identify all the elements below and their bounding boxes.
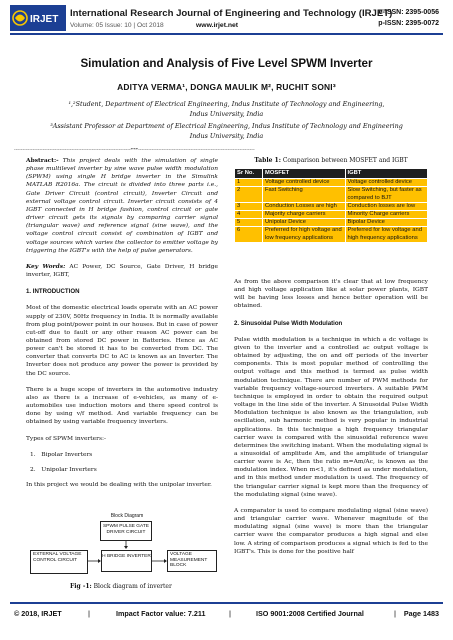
section-2-heading: 2. Sinusoidal Pulse Width Modulation [234,319,343,327]
eissn: e-ISSN: 2395-0056 [378,9,439,16]
table-header-cell: IGBT [345,169,428,179]
intro-paragraph-2: There is a huge scope of inverters in the automotive industry also as there is a increase of e-vehicles, as many of e-automobiles use induction motors and there speed control is done by using v/f method. And variable frequency can be obtained by using variable frequency inverters. [26,386,218,426]
list-item: 2. Unipolar Inverters [30,466,97,473]
table-cell: 6 [235,227,263,242]
table-cell: Preferred for low voltage and high frequency applications [345,227,428,242]
table-header-cell: Sr No. [235,169,263,179]
table-cell: Majority charge carriers [263,211,346,219]
section-2-paragraph-1: Pulse width modulation is a technique in which a dc voltage is given to the inverter and a controlled ac output voltage is obtained by adjusting, the on and off periods of the inverter components. This is most popular method of controlling the output voltage and this method is termed as pulse width modulation technique. There are number of PWM methods for variable frequency voltage-sourced inverters. A suitable PWM technique is employed in order to obtain the required output voltage in the line side of the inverter. A Sinusoidal Pulse Width Modulation technique is also known as the triangulation, sub oscillation, sub harmonic method is very popular in industrial applications. In this technique a high frequency triangular carrier wave is compared with the sinusoidal reference wave determines the switching instant. When the modulating signal is a sinusoidal of amplitude Am, and the amplitude of triangular carrier wave is Ac, then the ratio m=Am/Ac, is known as the modulation index. When m<1, it's defined as under modulation, and in this method under modulation is used. The frequency of the triangular carrier signal is kept more than the frequency of the modulating signal (sine wave). [234,336,428,498]
paper-title: Simulation and Analysis of Five Level SPWM Inverter [80,57,373,70]
table-cell: Minority Charge carriers [345,211,428,219]
gate-driver-block: SPWM PULSE GATE DRIVER CIRCUIT [100,521,152,541]
table-caption-text: Comparison between MOSFET and IGBT [280,157,408,164]
table-cell: Voltage controlled device [263,179,346,187]
list-item: 1. Bipolar Inverters [30,451,93,458]
issn-block [378,8,439,30]
block-diagram [26,513,218,593]
figure-caption-label: Fig -1: [70,583,92,590]
keywords [26,263,218,279]
table-header-cell: MOSFET [263,169,346,179]
figure-caption [70,583,172,590]
table-cell: Preferred for high voltage and low frequency applications [263,227,346,242]
logo-text: IRJET [30,14,59,25]
abstract-text: This project deals with the simulation of single phase multilevel inverter by sine wave pulse width modulation (SPWM) using single H bridge inverter in the Simulink MATLAB R2016a. The circuit is divided into three parts i.e., Gate Driver Circuit (control circuit), Inverter Circuit and external voltage control circuit. Inverter circuit consists of 4 IGBT connected in H bridge fashion, control circuit or gate driver circuit gets its signals by comparing carrier signal (triangular wave) and reference signal (sine wave), and the voltage control circuit consist of combination of IGBT and voltage sources which varies the collector to emitter voltage by triggering the IGBT's with the help of pulse generators. [26,158,218,254]
right-column [234,278,428,556]
table-cell: Conduction Losses are high [263,202,346,210]
affiliation-2-line-2: Indus University, India [189,132,264,140]
journal-title: International Research Journal of Engineering and Technology (IRJET) [70,8,393,19]
table-row [235,187,428,202]
table-row [235,219,428,227]
voltage-measurement-block: VOLTAGE MEASUREMENT BLOCK [167,550,217,572]
intro-paragraph-4: In this project we would be dealing with the unipolar inverter. [26,482,212,488]
list-item-1: Bipolar Inverters [41,451,93,458]
irjet-logo [10,5,66,31]
table-caption-label: Table 1: [254,157,281,164]
keywords-text: AC Power, DC Source, Gate Driver, H bridge inverter, IGBT, [26,263,218,279]
table-cell: Voltage controlled device [345,179,428,187]
section-separator: ---------------------------------------------------------------------***--------------------------------------------------------------------- [14,148,255,153]
abstract-label: Abstract:- [26,157,59,164]
table-cell: 3 [235,202,263,210]
comparison-paragraph: As from the above comparison it's clear that at low frequency and high voltage application like at solar power plants, IGBT will be having less losses and hence better operation will be obtained. [234,279,428,310]
block-diagram-title: Block Diagram [110,513,144,519]
table-cell: Conduction losses are low [345,202,428,210]
volume-info: Volume: 05 Issue: 10 | Oct 2018 [70,22,164,29]
keywords-label: Key Words: [26,262,66,270]
section-2-paragraph-2: A comparator is used to compare modulating signal (sine wave) and triangular carrier wave. Whenever magnitude of the modulating signal (sine wave) is more than the triangular carrier wave the comparator produces a high signal and else low. A string of comparison produces a signal which is fed to the IGBT's. This is done for the positive half [234,507,428,555]
comparison-table [234,168,428,243]
paper-authors: ADITYA VERMA¹, DONGA MAULIK M², RUCHIT SONI³ [117,82,336,92]
list-item-2: Unipolar Inverters [41,466,97,473]
header-rule [10,33,443,35]
table-row [235,227,428,242]
affiliation-1 [24,99,429,119]
table-cell: 4 [235,211,263,219]
figure-caption-text: Block diagram of inverter [91,583,172,590]
table-cell: 5 [235,219,263,227]
table-header-row [235,169,428,179]
external-voltage-block: EXTERNAL VOLTAGE CONTROL CIRCUIT [30,550,88,574]
affiliation-2 [24,121,429,141]
intro-heading: 1. INTRODUCTION [26,288,80,296]
footer-page-number: Page 1483 [403,609,439,618]
table-row [235,179,428,187]
affiliation-1-line-2: Indus University, India [189,110,264,118]
intro-paragraph-1: Most of the domestic electrical loads operate with an AC power supply of 230V, 50Hz frequency in India. It is normally available from plug point/power point in our houses. But in case of power cut-off due to fault or any other reason AC power can be obtained from stored DC power in Batteries. Hence as AC power can't be stored it has to be converted from DC. The converter that converts DC to AC is known as an Inverter. The Inverter does not produce any power the power is provided by the DC source. [26,305,218,377]
table-cell: Bipolar Device [345,219,428,227]
affiliation-1-line-1: ¹,²Student, Department of Electrical Engineering, Indus Institute of Technology and Engineering, [68,100,385,108]
footer-rule [10,602,443,604]
table-row [235,202,428,210]
table-cell: Slow Switching, but faster as compared to BJT [345,187,428,202]
table-cell: Fast Switching [263,187,346,202]
intro-paragraph-3: Types of SPWM inverters:- [26,435,106,442]
table-row [235,211,428,219]
footer-separator: | [229,609,232,618]
table-cell: 1 [235,179,263,187]
left-column [26,157,218,489]
footer-separator: | [88,609,91,618]
affiliation-2-line-1: ³Assistant Professor at Department of Electrical Engineering, Indus Institute of Technology and Engineering [50,122,403,130]
table-cell: Unipolar Device [263,219,346,227]
table-caption [234,157,428,164]
abstract [26,157,218,255]
footer-impact-factor: Impact Factor value: 7.211 [116,609,206,618]
table-cell: 2 [235,187,263,202]
journal-website: www.irjet.net [196,22,239,29]
footer-iso: ISO 9001:2008 Certified Journal [256,609,364,618]
footer-separator: | [394,609,397,618]
pissn: p-ISSN: 2395-0072 [378,19,439,27]
footer-copyright: © 2018, IRJET [14,609,62,618]
h-bridge-block: H BRIDGE INVERTER [101,550,152,572]
